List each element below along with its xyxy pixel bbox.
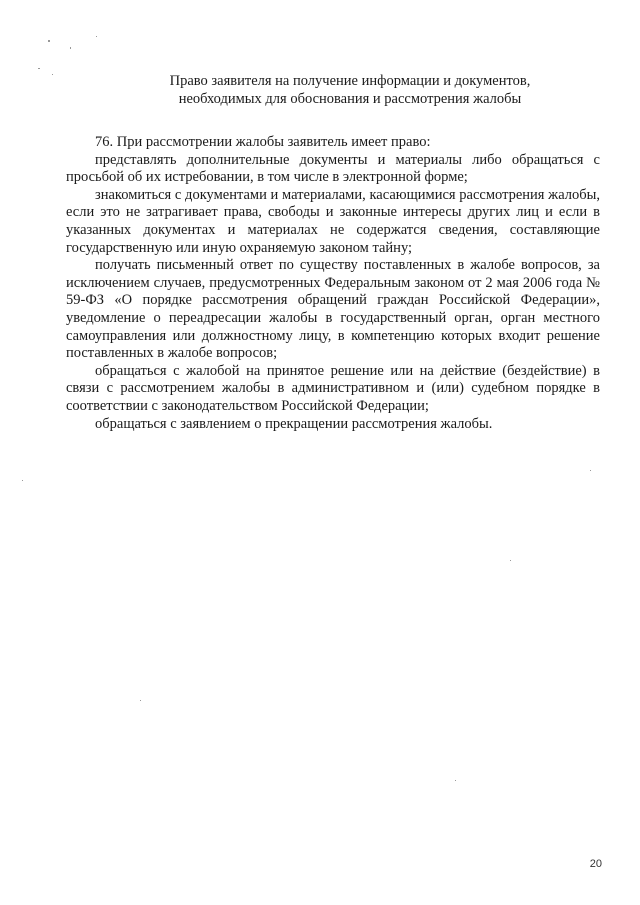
scan-speck <box>510 560 511 561</box>
scan-speck <box>38 68 40 69</box>
section-heading <box>60 72 640 108</box>
paragraph-right-withdraw: обращаться с заявлением о прекращении рассмотрения жалобы. <box>95 415 493 432</box>
body-text <box>66 134 600 433</box>
scan-speck <box>52 74 53 75</box>
paragraph-right-answer: получать письменный ответ по существу поставленных в жалобе вопросов, за исключением случаев, предусмотренных Федеральным законом от 2 мая 2006 года № 59-ФЗ «О порядке рассмотрения обращений граждан Российской Федерации», уведомление о переадресации жалобы в государственный орган, орган местного самоуправления или должностному лицу, в компетенцию которых входит решение поставленных в жалобе вопросов; <box>66 257 600 362</box>
scan-speck <box>590 470 591 471</box>
scan-speck <box>22 480 23 481</box>
paragraph-intro: 76. При рассмотрении жалобы заявитель имеет право: <box>95 134 431 150</box>
scan-speck <box>140 700 141 701</box>
scan-speck <box>70 47 71 49</box>
page-number: 20 <box>589 858 602 870</box>
scan-speck <box>96 36 97 37</box>
scan-speck <box>455 780 456 781</box>
paragraph-right-appeal: обращаться с жалобой на принятое решение или на действие (бездействие) в связи с рассмотрением жалобы в административном и (или) судебном порядке в соответствии с законодательством Российской Федерации; <box>66 362 600 414</box>
scan-speck <box>48 40 50 42</box>
paragraph-right-submit: представлять дополнительные документы и материалы либо обращаться с просьбой об их истребовании, в том числе в электронной форме; <box>66 151 600 186</box>
paragraph-right-review: знакомиться с документами и материалами, касающимися рассмотрения жалобы, если это не затрагивает права, свободы и законные интересы других лиц и если в указанных документах и материалах не содержатся сведения, составляющие государственную или иную охраняемую законом тайну; <box>66 186 600 256</box>
heading-line-1: Право заявителя на получение информации и документов, <box>169 73 531 89</box>
heading-line-2: необходимых для обоснования и рассмотрения жалобы <box>178 91 522 107</box>
